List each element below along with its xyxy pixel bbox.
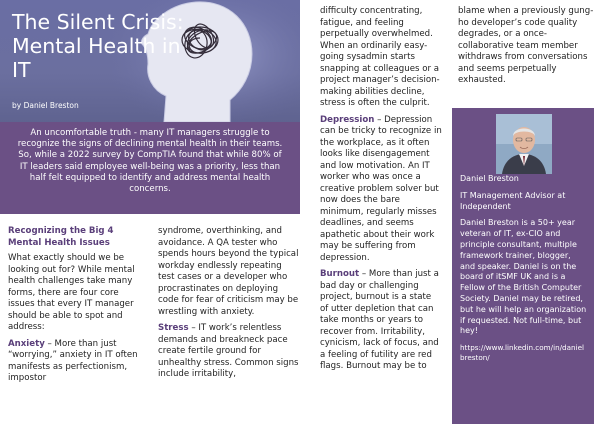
section-heading: Recognizing the Big 4 Mental Health Issues bbox=[8, 226, 114, 248]
anxiety-text: – More than just “worrying,” anxiety in IT often manifests as perfectionism, impostor bbox=[8, 338, 138, 383]
hero-banner bbox=[0, 0, 300, 122]
stress-continued-b: When an ordinarily easy-going sysadmin starts snapping at colleagues or a project manager’s decision-making abilities decline, stress is often the culprit. bbox=[320, 40, 440, 108]
author-card bbox=[452, 108, 594, 424]
depression-paragraph bbox=[320, 115, 442, 265]
author-info bbox=[460, 174, 588, 369]
stress-continued-a: difficulty concentrating, fatigue, and feeling perpetually overwhelmed. bbox=[320, 6, 433, 39]
byline: by Daniel Breston bbox=[12, 101, 79, 110]
author-linkedin-link[interactable]: https://www.linkedin.com/in/danielbreston/ bbox=[460, 343, 584, 363]
anxiety-label: Anxiety bbox=[8, 338, 45, 349]
stress-text: – IT work’s relentless demands and breakneck pace create fertile ground for unhealthy stress. Common signs include irritability, bbox=[158, 323, 299, 379]
column-c bbox=[320, 6, 442, 378]
author-photo bbox=[496, 114, 552, 174]
author-bio: Daniel Breston is a 50+ year veteran of IT, ex-CIO and principle consultant, multiple framework trainer, blogger, and speaker. Daniel is on the board of itSMF UK and is a Fellow of the British Computer Society. Daniel may be retired, but he will help an organization if requested. Not full-time, but hey! bbox=[460, 218, 587, 336]
intro-callout bbox=[0, 122, 300, 214]
stress-paragraph bbox=[158, 323, 300, 381]
stress-label: Stress bbox=[158, 323, 189, 333]
depression-label: Depression bbox=[320, 114, 375, 125]
column-d bbox=[458, 6, 594, 92]
anxiety-continued: syndrome, overthinking, and avoidance. A QA tester who spends hours beyond the typical workday endlessly repeating test cases or a developer who procrastinates on deploying code for fear of criticism may be wrestling with anxiety. bbox=[158, 226, 299, 317]
column-b bbox=[158, 226, 300, 386]
burnout-label: Burnout bbox=[320, 269, 360, 279]
intro-text: An uncomfortable truth - many IT managers struggle to recognize the signs of declining mental health in their teams. So, while a 2022 survey by CompTIA found that while 80% of IT leaders said employee well-being was a priority, less than half felt equipped to identify and address mental health concerns. bbox=[17, 128, 283, 195]
burnout-text: – More than just a bad day or challenging project, burnout is a state of utter depletion that can take months or years to recover from. Irritability, cynicism, lack of focus, and a feeling of futility are red flags. Burnout may be to bbox=[320, 269, 439, 371]
author-name: Daniel Breston bbox=[460, 174, 519, 183]
lead-paragraph: What exactly should we be looking out for? While mental health challenges take many forms, there are four core issues that every IT manager should be able to spot and address: bbox=[8, 253, 135, 332]
author-role: IT Management Advisor at Independent bbox=[460, 190, 566, 211]
column-a bbox=[8, 226, 144, 390]
anxiety-paragraph bbox=[8, 339, 144, 385]
burnout-continued: blame when a previously gung-ho developer’s code quality degrades, or a once-collaborative team member withdraws from conversations and seems perpetually exhausted. bbox=[458, 6, 594, 85]
page-title: The Silent Crisis: Mental Health in IT bbox=[12, 10, 184, 82]
burnout-paragraph bbox=[320, 269, 442, 373]
depression-text: – Depression can be tricky to recognize in the workplace, as it often looks like disengagement and low motivation. An IT worker who was once a creative problem solver but now does the bare minimum, regularly misses deadlines, and seems apathetic about their work may be suffering from depression. bbox=[320, 114, 442, 263]
